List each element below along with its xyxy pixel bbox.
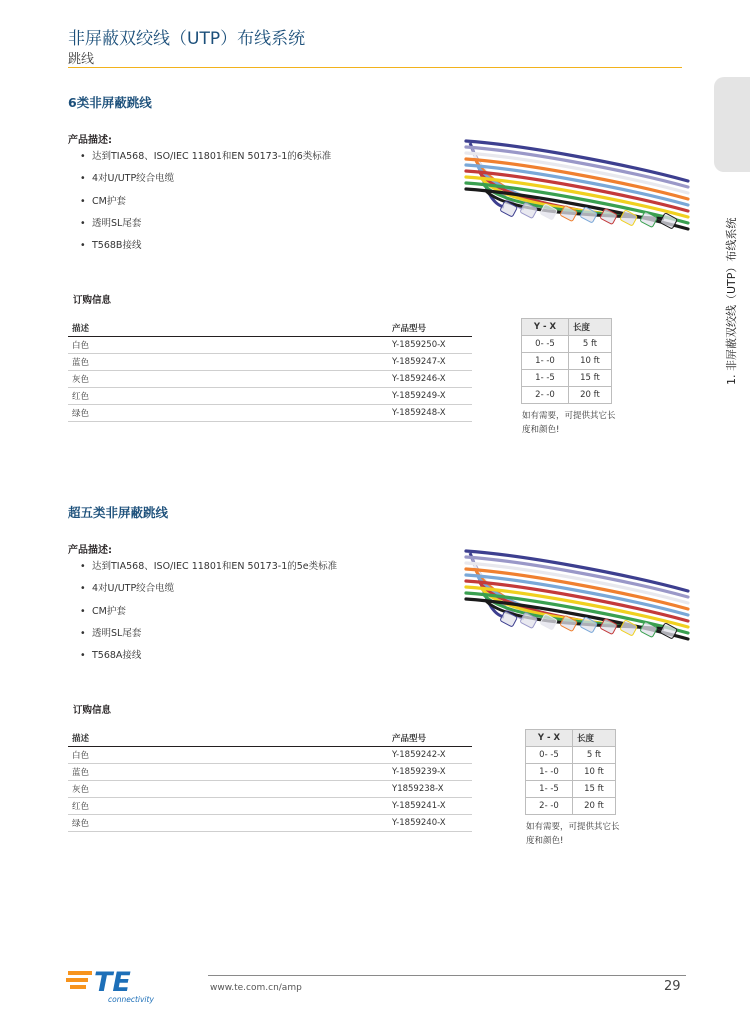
feature-item: • 透明SL尾套 [80,623,337,645]
table-row [522,353,612,370]
color-cell: 红色 [68,798,388,815]
table-row [68,388,472,405]
section-title-cat5e: 超五类非屏蔽跳线 [68,505,169,520]
table-row [526,764,616,781]
part-number-cell: Y-1859246-X [388,371,472,388]
description-heading-cat5e: 产品描述: [68,545,112,556]
part-number-cell: Y-1859247-X [388,354,472,371]
table-row [522,387,612,404]
length-table-cat5e [525,729,616,815]
table-header-row [68,730,472,747]
column-header-yx: Y - X [526,730,573,747]
length-cell: 20 ft [573,798,616,815]
length-cell: 5 ft [569,336,612,353]
order-table-cat5e [68,730,472,832]
patch-cable-image-cat6 [462,135,698,245]
page-subtitle: 跳线 [68,52,95,67]
color-cell: 蓝色 [68,354,388,371]
table-row [68,764,472,781]
description-heading-cat6: 产品描述: [68,135,112,146]
column-header-part-number: 产品型号 [388,730,472,747]
feature-item: • CM护套 [80,191,331,213]
table-row [68,337,472,354]
color-cell: 灰色 [68,781,388,798]
availability-note-cat6: 如有需要，可提供其它长度和颜色! [522,411,616,435]
patch-cable-image-cat5e [462,545,698,655]
code-cell: 2- -0 [522,387,569,404]
table-row [522,336,612,353]
table-row [68,747,472,764]
feature-item: • 达到TIA568、ISO/IEC 11801和EN 50173-1的6类标准 [80,146,331,168]
section-title-cat6: 6类非屏蔽跳线 [68,95,152,110]
table-row [526,781,616,798]
part-number-cell: Y-1859239-X [388,764,472,781]
table-header-row [68,320,472,337]
table-row [68,815,472,832]
color-cell: 绿色 [68,405,388,422]
chapter-label: 1. 非屏蔽双绞线（UTP）布线系统 [725,217,738,385]
column-header-length: 长度 [573,730,616,747]
order-heading-cat5e: 订购信息 [73,705,112,716]
length-table-cat6 [521,318,612,404]
color-cell: 蓝色 [68,764,388,781]
column-header-description: 描述 [68,320,388,337]
part-number-cell: Y-1859240-X [388,815,472,832]
column-header-yx: Y - X [522,319,569,336]
page-title: 非屏蔽双绞线（UTP）布线系统 [68,29,306,49]
feature-list-cat6 [80,146,331,257]
length-cell: 15 ft [569,370,612,387]
feature-item: • T568A接线 [80,645,337,667]
footer-divider [208,975,686,976]
part-number-cell: Y-1859242-X [388,747,472,764]
length-cell: 5 ft [573,747,616,764]
feature-item: • 达到TIA568、ISO/IEC 11801和EN 50173-1的5e类标准 [80,556,337,578]
part-number-cell: Y-1859241-X [388,798,472,815]
color-cell: 白色 [68,747,388,764]
part-number-cell: Y1859238-X [388,781,472,798]
feature-item: • 4对U/UTP绞合电缆 [80,578,337,600]
chapter-tab [714,77,750,172]
feature-list-cat5e [80,556,337,667]
code-cell: 2- -0 [526,798,573,815]
feature-item: • CM护套 [80,601,337,623]
length-cell: 15 ft [573,781,616,798]
length-cell: 10 ft [573,764,616,781]
availability-note-cat5e: 如有需要，可提供其它长度和颜色! [526,822,620,846]
te-connectivity-logo [66,964,166,1006]
table-row [68,781,472,798]
logo-text: TE [94,967,131,998]
code-cell: 1- -0 [522,353,569,370]
footer-url[interactable]: www.te.com.cn/amp [210,983,302,993]
code-cell: 0- -5 [526,747,573,764]
length-cell: 10 ft [569,353,612,370]
table-row [68,798,472,815]
logo-tagline: connectivity [108,995,154,1004]
order-heading-cat6: 订购信息 [73,295,112,306]
table-header-row [526,730,616,747]
table-row [526,747,616,764]
column-header-part-number: 产品型号 [388,320,472,337]
feature-item: • T568B接线 [80,235,331,257]
table-row [68,371,472,388]
table-header-row [522,319,612,336]
part-number-cell: Y-1859249-X [388,388,472,405]
length-cell: 20 ft [569,387,612,404]
page-number: 29 [664,979,681,994]
table-row [526,798,616,815]
color-cell: 灰色 [68,371,388,388]
color-cell: 红色 [68,388,388,405]
column-header-length: 长度 [569,319,612,336]
code-cell: 1- -5 [522,370,569,387]
table-row [68,405,472,422]
header-divider [68,67,682,68]
order-table-cat6 [68,320,472,422]
feature-item: • 4对U/UTP绞合电缆 [80,168,331,190]
column-header-description: 描述 [68,730,388,747]
code-cell: 0- -5 [522,336,569,353]
part-number-cell: Y-1859248-X [388,405,472,422]
color-cell: 白色 [68,337,388,354]
part-number-cell: Y-1859250-X [388,337,472,354]
color-cell: 绿色 [68,815,388,832]
table-row [522,370,612,387]
feature-item: • 透明SL尾套 [80,213,331,235]
table-row [68,354,472,371]
code-cell: 1- -5 [526,781,573,798]
code-cell: 1- -0 [526,764,573,781]
